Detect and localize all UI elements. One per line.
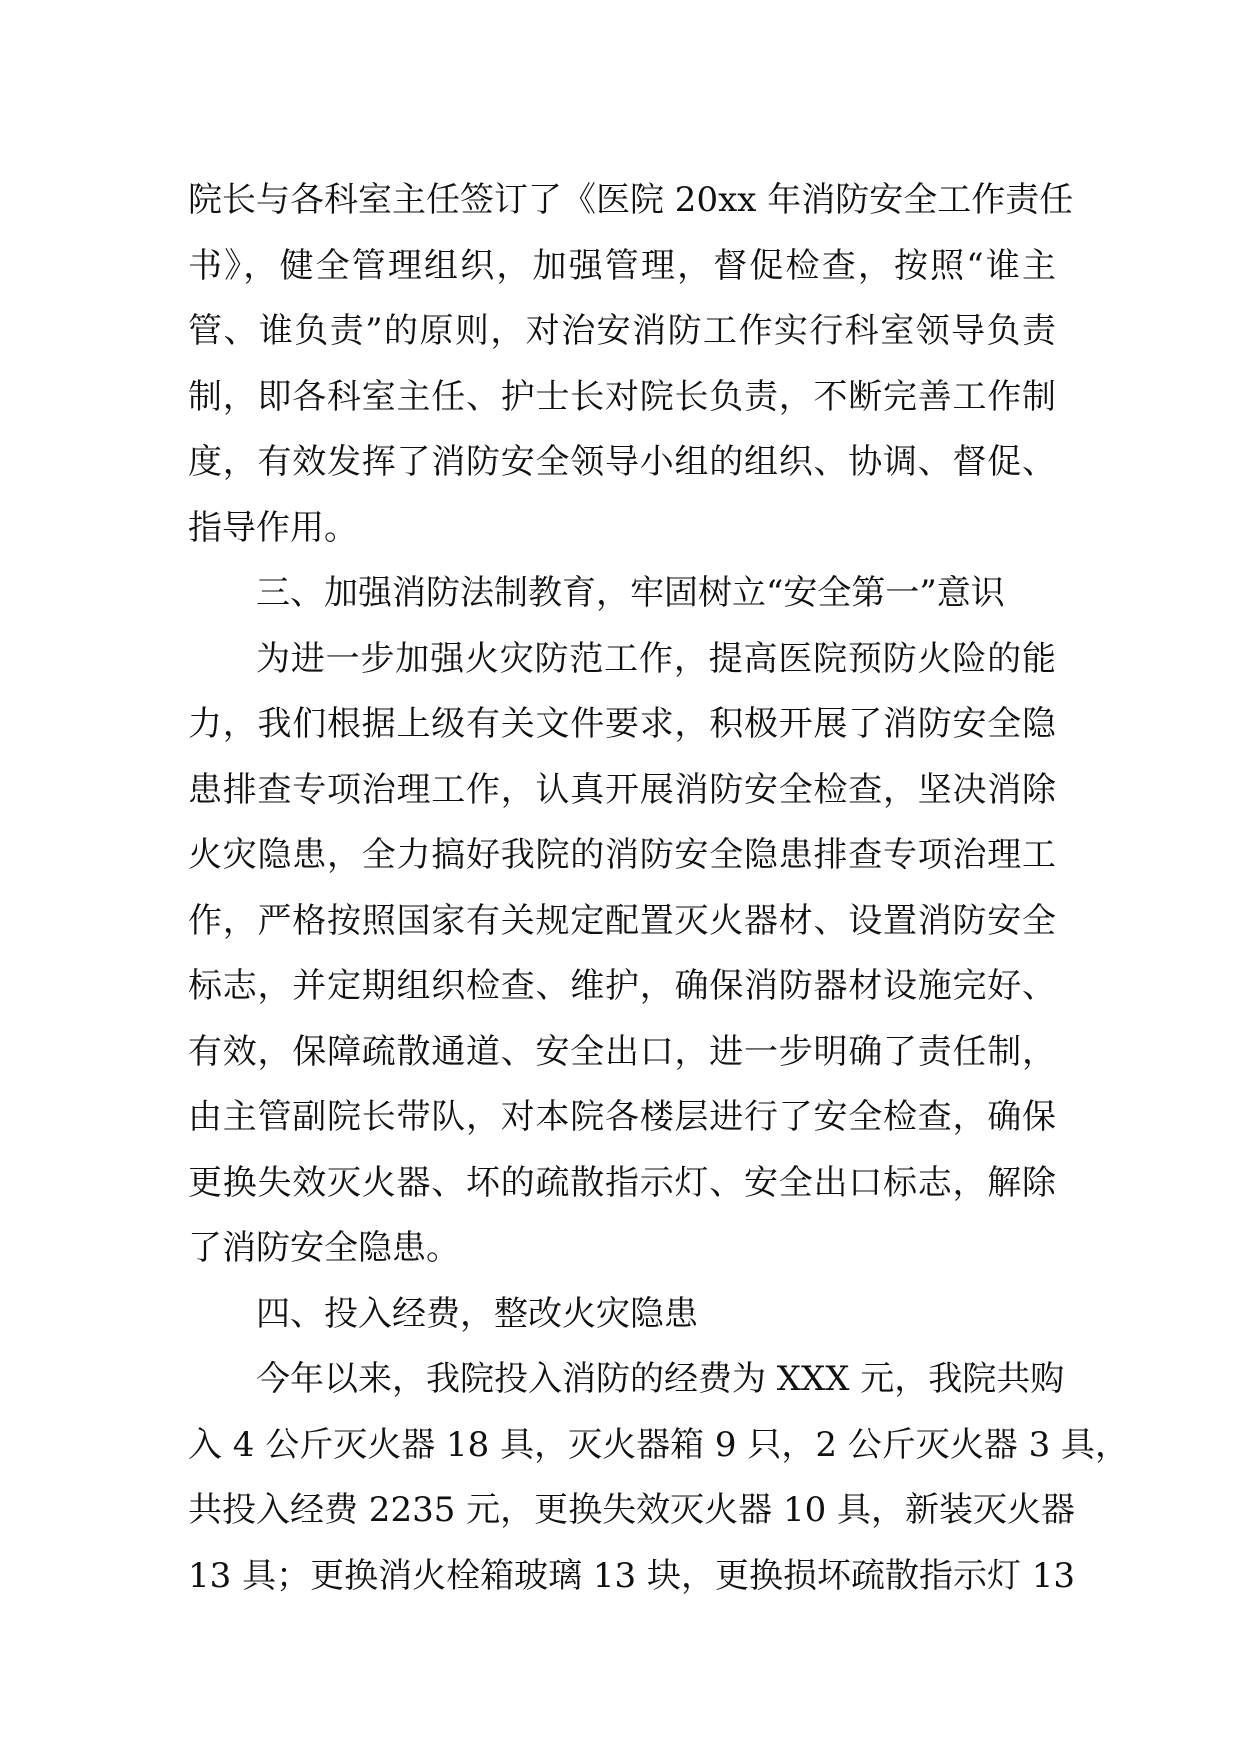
text-line: 管、谁负责”的原则，对治安消防工作实行科室领导负责: [188, 311, 1056, 351]
text-line: 火灾隐患，全力搞好我院的消防安全隐患排查专项治理工: [188, 835, 1056, 875]
text-line: 指导作用。: [188, 507, 358, 548]
text-line: 今年以来，我院投入消防的经费为 XXX 元，我院共购: [256, 1359, 1065, 1399]
text-line: 为进一步加强火灾防范工作，提高医院预防火险的能: [256, 638, 1056, 679]
text-line: 作，严格按照国家有关规定配置灭火器材、设置消防安全: [188, 900, 1056, 941]
text-line: 度，有效发挥了消防安全领导小组的组织、协调、督促、: [188, 442, 1056, 482]
text-line: 13 具；更换消火栓箱玻璃 13 块，更换损坏疏散指示灯 13: [188, 1555, 1076, 1596]
text-line: 了消防安全隐患。: [188, 1228, 460, 1268]
text-line: 有效，保障疏散通道、安全出口，进一步明确了责任制，: [188, 1031, 1056, 1072]
section-heading: 三、加强消防法制教育，牢固树立“安全第一”意识: [256, 573, 1005, 613]
text-line: 院长与各科室主任签订了《医院 20xx 年消防安全工作责任: [188, 180, 1074, 220]
document-body: [188, 168, 1130, 1609]
text-line: 书》，健全管理组织，加强管理，督促检查，按照“谁主: [188, 245, 1056, 286]
text-line: 入 4 公斤灭火器 18 具，灭火器箱 9 只，2 公斤灭火器 3 具，: [188, 1424, 1130, 1465]
text-line: 力，我们根据上级有关文件要求，积极开展了消防安全隐: [188, 704, 1056, 744]
text-line: 更换失效灭火器、坏的疏散指示灯、安全出口标志，解除: [188, 1162, 1056, 1203]
text-line: 共投入经费 2235 元，更换失效灭火器 10 具，新装灭火器: [188, 1490, 1076, 1530]
text-line: 由主管副院长带队，对本院各楼层进行了安全检查，确保: [188, 1097, 1056, 1137]
text-line: 制，即各科室主任、护士长对院长负责，不断完善工作制: [188, 376, 1056, 417]
text-line: 标志，并定期组织检查、维护，确保消防器材设施完好、: [188, 966, 1056, 1006]
section-heading: 四、投入经费，整改火灾隐患: [256, 1293, 698, 1334]
text-line: 患排查专项治理工作，认真开展消防安全检查，坚决消除: [188, 769, 1056, 810]
